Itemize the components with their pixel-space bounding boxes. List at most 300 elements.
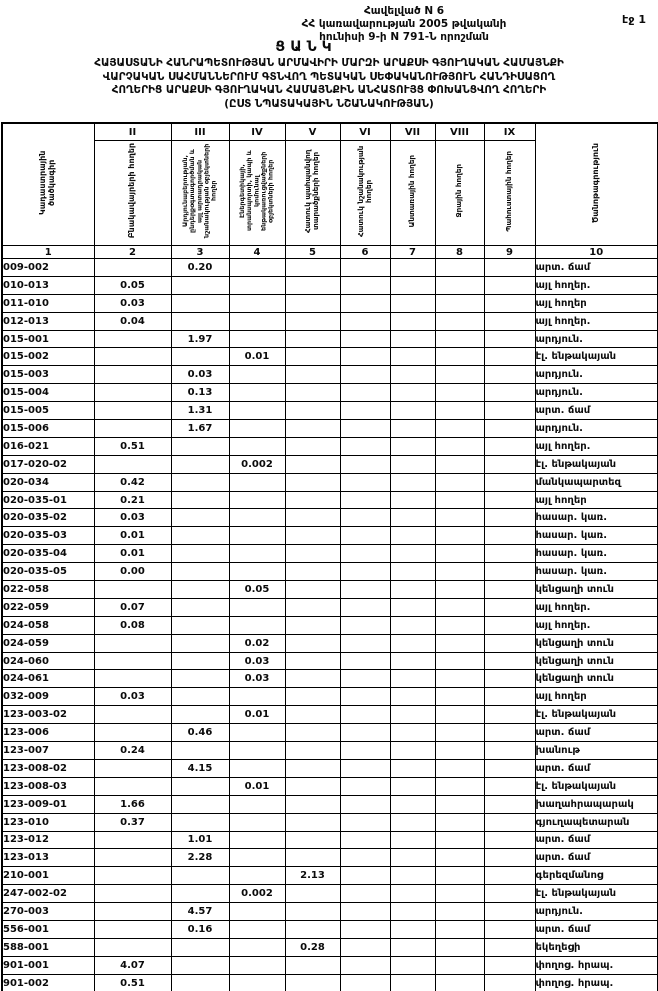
area-value-cell	[171, 652, 229, 670]
table-row	[2, 455, 658, 473]
area-value-cell	[435, 670, 484, 688]
area-value-cell	[484, 491, 535, 509]
area-value-cell	[171, 706, 229, 724]
area-value-cell: 0.03	[171, 366, 229, 384]
code-cell: 247-002-02	[2, 885, 94, 903]
note-cell: արտ. ճամ	[535, 920, 658, 938]
roman-ix: IX	[484, 123, 535, 141]
area-value-cell	[285, 294, 340, 312]
area-value-cell	[285, 312, 340, 330]
area-value-cell	[340, 420, 390, 438]
area-value-cell	[340, 581, 390, 599]
note-cell: խաղահրապարակ	[535, 795, 658, 813]
area-value-cell	[229, 276, 285, 294]
area-value-cell	[435, 688, 484, 706]
area-value-cell	[340, 437, 390, 455]
colnum-8: 8	[435, 246, 484, 259]
area-value-cell	[285, 509, 340, 527]
note-cell: կենցաղի տուն	[535, 652, 658, 670]
area-value-cell	[390, 366, 435, 384]
note-cell: արդյուն.	[535, 330, 658, 348]
colnum-9: 9	[484, 246, 535, 259]
area-value-cell	[171, 545, 229, 563]
land-table	[1, 122, 658, 991]
area-value-cell	[390, 974, 435, 991]
note-cell: այլ հողեր.	[535, 616, 658, 634]
note-cell: այլ հողեր	[535, 294, 658, 312]
area-value-cell	[484, 634, 535, 652]
appendix-line-2: ՀՀ կառավարության 2005 թվականի	[301, 18, 507, 30]
area-value-cell	[285, 348, 340, 366]
area-value-cell	[340, 920, 390, 938]
area-value-cell: 0.03	[229, 652, 285, 670]
area-value-cell	[435, 598, 484, 616]
area-value-cell	[390, 795, 435, 813]
area-value-cell	[229, 867, 285, 885]
area-value-cell	[171, 956, 229, 974]
code-cell: 123-006	[2, 724, 94, 742]
area-value-cell	[340, 312, 390, 330]
note-cell: այլ հողեր.	[535, 276, 658, 294]
table-row	[2, 437, 658, 455]
note-cell: եկեղեցի	[535, 938, 658, 956]
list-heading: ՑԱՆԿ	[275, 39, 337, 55]
code-cell: 588-001	[2, 938, 94, 956]
area-value-cell	[390, 920, 435, 938]
area-value-cell	[435, 777, 484, 795]
area-value-cell	[171, 312, 229, 330]
area-value-cell: 0.07	[94, 598, 171, 616]
table-row	[2, 706, 658, 724]
area-value-cell	[484, 509, 535, 527]
area-value-cell	[94, 903, 171, 921]
area-value-cell	[285, 831, 340, 849]
note-cell: այլ հողեր	[535, 491, 658, 509]
area-value-cell	[340, 795, 390, 813]
table-body	[2, 259, 658, 991]
area-value-cell	[390, 849, 435, 867]
appendix-line-1: Հավելված N 6	[363, 5, 445, 17]
area-value-cell	[229, 974, 285, 991]
area-value-cell	[340, 867, 390, 885]
colnum-7: 7	[390, 246, 435, 259]
area-value-cell	[435, 759, 484, 777]
note-cell: արդյուն.	[535, 366, 658, 384]
code-cell: 024-060	[2, 652, 94, 670]
note-cell: մանկապարտեզ	[535, 473, 658, 491]
area-value-cell	[484, 473, 535, 491]
area-value-cell	[484, 903, 535, 921]
colnum-6: 6	[340, 246, 390, 259]
area-value-cell	[390, 276, 435, 294]
header-special-purpose-lands	[340, 141, 390, 246]
area-value-cell	[94, 670, 171, 688]
doc-title-line-1: ՀԱՅԱՍՏԱՆԻ ՀԱՆՐԱՊԵՏՈՒԹՅԱՆ ԱՐՄԱՎԻՐԻ ՄԱՐԶԻ ԱՐԱՔՍԻ ԳՅՈՒՂԱԿԱՆ ՀԱՄԱՅՆՔԻ	[94, 57, 564, 69]
area-value-cell	[229, 813, 285, 831]
area-value-cell	[340, 777, 390, 795]
area-value-cell	[285, 598, 340, 616]
area-value-cell	[435, 974, 484, 991]
area-value-cell	[229, 831, 285, 849]
area-value-cell	[340, 974, 390, 991]
area-value-cell: 0.04	[94, 312, 171, 330]
area-value-cell	[229, 491, 285, 509]
area-value-cell	[340, 759, 390, 777]
column-number-row	[2, 246, 658, 259]
area-value-cell	[435, 652, 484, 670]
area-value-cell	[484, 974, 535, 991]
area-value-cell	[229, 545, 285, 563]
doc-title-line-4: (ԸՍՏ ՆՊԱՏԱԿԱՅԻՆ ՆՇԱՆԱԿՈՒԹՅԱՆ)	[224, 97, 434, 110]
code-cell: 017-020-02	[2, 455, 94, 473]
table-row	[2, 759, 658, 777]
note-cell: կենցաղի տուն	[535, 634, 658, 652]
area-value-cell	[435, 813, 484, 831]
doc-title	[0, 57, 658, 111]
area-value-cell	[229, 259, 285, 277]
area-value-cell	[484, 670, 535, 688]
area-value-cell	[435, 491, 484, 509]
area-value-cell	[285, 813, 340, 831]
area-value-cell	[94, 885, 171, 903]
area-value-cell	[435, 473, 484, 491]
code-cell: 024-059	[2, 634, 94, 652]
area-value-cell	[285, 330, 340, 348]
area-value-cell	[340, 831, 390, 849]
area-value-cell	[435, 903, 484, 921]
note-cell: արտ. ճամ	[535, 759, 658, 777]
area-value-cell	[340, 670, 390, 688]
area-value-cell	[390, 670, 435, 688]
code-cell: 020-034	[2, 473, 94, 491]
area-value-cell	[484, 813, 535, 831]
code-cell: 016-021	[2, 437, 94, 455]
code-cell: 123-008-03	[2, 777, 94, 795]
area-value-cell	[285, 742, 340, 760]
area-value-cell	[390, 491, 435, 509]
note-cell: արտ. ճամ	[535, 831, 658, 849]
table-row	[2, 598, 658, 616]
area-value-cell	[340, 688, 390, 706]
note-cell: հասար. կառ.	[535, 509, 658, 527]
area-value-cell: 0.24	[94, 742, 171, 760]
area-value-cell	[484, 795, 535, 813]
table-row	[2, 724, 658, 742]
table-row	[2, 616, 658, 634]
area-value-cell	[484, 688, 535, 706]
area-value-cell: 0.37	[94, 813, 171, 831]
area-value-cell	[435, 330, 484, 348]
note-cell: արդյուն.	[535, 384, 658, 402]
area-value-cell	[435, 312, 484, 330]
area-value-cell	[390, 616, 435, 634]
area-value-cell	[171, 455, 229, 473]
code-cell: 022-058	[2, 581, 94, 599]
area-value-cell	[435, 402, 484, 420]
area-value-cell	[171, 938, 229, 956]
code-cell: 015-005	[2, 402, 94, 420]
code-cell: 024-058	[2, 616, 94, 634]
area-value-cell	[390, 759, 435, 777]
area-value-cell	[285, 581, 340, 599]
area-value-cell	[390, 312, 435, 330]
area-value-cell	[390, 903, 435, 921]
area-value-cell: 1.67	[171, 420, 229, 438]
area-value-cell	[484, 742, 535, 760]
area-value-cell	[435, 455, 484, 473]
area-value-cell: 0.51	[94, 974, 171, 991]
area-value-cell	[171, 563, 229, 581]
area-value-cell: 0.13	[171, 384, 229, 402]
area-value-cell	[435, 384, 484, 402]
area-value-cell	[390, 581, 435, 599]
area-value-cell	[484, 402, 535, 420]
table-row	[2, 795, 658, 813]
area-value-cell	[285, 652, 340, 670]
colnum-1: 1	[2, 246, 94, 259]
table-row	[2, 688, 658, 706]
code-cell: 015-002	[2, 348, 94, 366]
area-value-cell	[390, 563, 435, 581]
area-value-cell	[484, 616, 535, 634]
colnum-4: 4	[229, 246, 285, 259]
header-settlement-lands	[94, 141, 171, 246]
area-value-cell	[340, 348, 390, 366]
area-value-cell	[484, 920, 535, 938]
code-cell: 020-035-05	[2, 563, 94, 581]
area-value-cell	[229, 437, 285, 455]
area-value-cell: 0.42	[94, 473, 171, 491]
area-value-cell	[435, 420, 484, 438]
table-row	[2, 974, 658, 991]
area-value-cell	[340, 885, 390, 903]
roman-ii: II	[94, 123, 171, 141]
area-value-cell: 0.03	[94, 509, 171, 527]
area-value-cell	[435, 849, 484, 867]
doc-title-line-2: ՎԱՐՉԱԿԱՆ ՍԱՀՄԱՆՆԵՐՈՒՄ ԳՏՆՎՈՂ ՊԵՏԱԿԱՆ ՍԵՓԱԿԱՆՈՒԹՅՈՒՆ ՀԱՆԴԻՍԱՑՈՂ	[102, 70, 556, 83]
cadastral-code-label: Կադաստրային ծածկագիր	[38, 150, 57, 216]
area-value-cell: 0.01	[94, 545, 171, 563]
area-value-cell	[171, 795, 229, 813]
note-cell: արտ. ճամ	[535, 259, 658, 277]
code-cell: 123-013	[2, 849, 94, 867]
area-value-cell	[390, 885, 435, 903]
area-value-cell	[435, 563, 484, 581]
area-value-cell	[94, 831, 171, 849]
area-value-cell	[484, 867, 535, 885]
table-row	[2, 849, 658, 867]
table-row	[2, 956, 658, 974]
area-value-cell	[340, 527, 390, 545]
area-value-cell	[171, 581, 229, 599]
table-row	[2, 867, 658, 885]
area-value-cell	[435, 634, 484, 652]
area-value-cell	[340, 455, 390, 473]
code-cell: 015-006	[2, 420, 94, 438]
area-value-cell	[285, 420, 340, 438]
area-value-cell	[229, 330, 285, 348]
area-value-cell	[390, 831, 435, 849]
header-notes	[535, 123, 658, 246]
header-protected-lands	[285, 141, 340, 246]
code-cell: 022-059	[2, 598, 94, 616]
code-cell: 123-003-02	[2, 706, 94, 724]
code-cell: 020-035-03	[2, 527, 94, 545]
area-value-cell	[484, 312, 535, 330]
area-value-cell	[340, 903, 390, 921]
area-value-cell	[340, 259, 390, 277]
area-value-cell	[435, 616, 484, 634]
area-value-cell	[171, 509, 229, 527]
table-row	[2, 920, 658, 938]
area-value-cell	[94, 938, 171, 956]
area-value-cell	[435, 938, 484, 956]
area-value-cell	[229, 384, 285, 402]
area-value-cell	[171, 491, 229, 509]
area-value-cell	[340, 813, 390, 831]
note-cell: էլ. ենթակայան	[535, 706, 658, 724]
area-value-cell	[340, 652, 390, 670]
area-value-cell	[390, 509, 435, 527]
area-value-cell	[171, 634, 229, 652]
table-row	[2, 903, 658, 921]
area-value-cell	[390, 259, 435, 277]
table-row	[2, 366, 658, 384]
area-value-cell	[171, 294, 229, 312]
area-value-cell	[285, 402, 340, 420]
area-value-cell	[285, 563, 340, 581]
table-row	[2, 330, 658, 348]
note-cell: հասար. կառ.	[535, 563, 658, 581]
area-value-cell	[94, 867, 171, 885]
area-value-cell	[285, 276, 340, 294]
area-value-cell	[229, 616, 285, 634]
area-value-cell	[285, 366, 340, 384]
area-value-cell	[229, 312, 285, 330]
table-row	[2, 670, 658, 688]
area-value-cell	[390, 420, 435, 438]
code-cell: 123-012	[2, 831, 94, 849]
code-cell: 123-007	[2, 742, 94, 760]
table-row	[2, 813, 658, 831]
roman-vi: VI	[340, 123, 390, 141]
area-value-cell	[435, 831, 484, 849]
code-cell: 015-003	[2, 366, 94, 384]
area-value-cell	[484, 276, 535, 294]
area-value-cell	[435, 885, 484, 903]
table-row	[2, 509, 658, 527]
area-value-cell	[285, 849, 340, 867]
roman-iv: IV	[229, 123, 285, 141]
area-value-cell	[229, 473, 285, 491]
area-value-cell	[340, 849, 390, 867]
area-value-cell	[435, 294, 484, 312]
table-row	[2, 777, 658, 795]
colnum-3: 3	[171, 246, 229, 259]
area-value-cell	[484, 366, 535, 384]
area-value-cell	[435, 706, 484, 724]
header-water-lands	[435, 141, 484, 246]
colnum-10: 10	[535, 246, 658, 259]
area-value-cell	[340, 616, 390, 634]
note-cell: հասար. կառ.	[535, 527, 658, 545]
area-value-cell	[435, 348, 484, 366]
area-value-cell	[340, 509, 390, 527]
area-value-cell	[285, 759, 340, 777]
area-value-cell	[94, 706, 171, 724]
area-value-cell	[484, 384, 535, 402]
area-value-cell	[435, 276, 484, 294]
area-value-cell: 1.01	[171, 831, 229, 849]
area-value-cell	[171, 348, 229, 366]
table-row	[2, 831, 658, 849]
area-value-cell: 0.28	[285, 938, 340, 956]
code-cell: 012-013	[2, 312, 94, 330]
code-cell: 009-002	[2, 259, 94, 277]
area-value-cell	[229, 903, 285, 921]
area-value-cell	[285, 777, 340, 795]
area-value-cell	[171, 616, 229, 634]
area-value-cell	[484, 938, 535, 956]
code-cell: 123-010	[2, 813, 94, 831]
table-row	[2, 938, 658, 956]
roman-vii: VII	[390, 123, 435, 141]
area-value-cell	[229, 509, 285, 527]
area-value-cell	[390, 777, 435, 795]
water-lands-label: Ջրային հողեր	[454, 164, 464, 218]
area-value-cell	[390, 384, 435, 402]
area-value-cell: 0.03	[94, 688, 171, 706]
area-value-cell: 0.51	[94, 437, 171, 455]
area-value-cell	[435, 920, 484, 938]
area-value-cell	[285, 437, 340, 455]
area-value-cell	[390, 545, 435, 563]
area-value-cell: 4.15	[171, 759, 229, 777]
table-row	[2, 885, 658, 903]
area-value-cell: 0.20	[171, 259, 229, 277]
area-value-cell	[94, 348, 171, 366]
note-cell: կենցաղի տուն	[535, 670, 658, 688]
area-value-cell	[171, 742, 229, 760]
area-value-cell	[340, 956, 390, 974]
table-row	[2, 563, 658, 581]
area-value-cell	[435, 795, 484, 813]
area-value-cell	[435, 509, 484, 527]
table-row	[2, 491, 658, 509]
note-cell: էլ. ենթակայան	[535, 348, 658, 366]
area-value-cell	[229, 366, 285, 384]
area-value-cell	[94, 330, 171, 348]
area-value-cell	[94, 402, 171, 420]
area-value-cell	[285, 545, 340, 563]
area-value-cell	[390, 437, 435, 455]
area-value-cell	[484, 330, 535, 348]
area-value-cell	[229, 402, 285, 420]
area-value-cell	[340, 366, 390, 384]
area-value-cell	[390, 724, 435, 742]
code-cell: 024-061	[2, 670, 94, 688]
code-cell: 015-004	[2, 384, 94, 402]
area-value-cell	[94, 420, 171, 438]
area-value-cell	[340, 330, 390, 348]
area-value-cell	[484, 956, 535, 974]
area-value-cell	[229, 598, 285, 616]
area-value-cell	[285, 473, 340, 491]
colnum-2: 2	[94, 246, 171, 259]
table-row	[2, 348, 658, 366]
area-value-cell	[94, 581, 171, 599]
area-value-cell: 0.05	[94, 276, 171, 294]
